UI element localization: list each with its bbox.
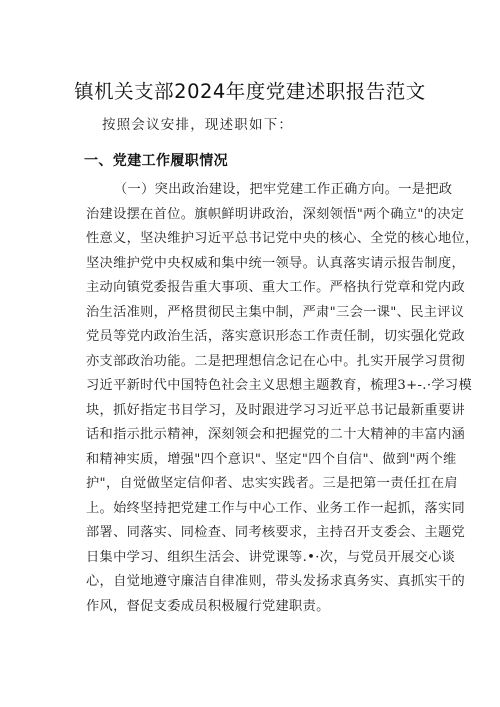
paragraph-line: 作风，督促支委成员积极履行党建职责。 xyxy=(86,598,330,614)
document-title: 镇机关支部2024年度党建述职报告范文 xyxy=(74,80,426,103)
paragraph-line: 性意义，坚决维护习近平总书记党中央的核心、全党的核心地位， xyxy=(86,231,479,246)
paragraph-line: 坚决维护党中央权威和集中统一领导。认真落实请示报告制度， xyxy=(86,255,466,271)
paragraph-line: 治生活准则，严格贯彻民主集中制，严肃"三会一课"、民主评议 xyxy=(86,304,465,320)
body-paragraph xyxy=(86,178,479,619)
paragraph-line: 治建设摆在首位。旗帜鲜明讲政治，深刻领悟"两个确立"的决定 xyxy=(86,206,465,222)
paragraph-line: 亦支部政治功能。二是把理想信念记在心中。扎实开展学习贯彻 xyxy=(86,353,466,369)
paragraph-line: 党员等党内政治生活，落实意识形态工作责任制，切实强化党政 xyxy=(86,329,466,344)
paragraph-line: 主动向镇党委报告重大事项、重大工作。严格执行党章和党内政 xyxy=(86,280,466,295)
paragraph-line: 心，自觉地遵守廉洁自律准则，带头发扬求真务实、真抓实干的 xyxy=(86,574,466,589)
paragraph-line: 习近平新时代中国特色社会主义思想主题教育，梳理3+-.·学习模 xyxy=(86,378,473,393)
intro-sentence: 按照会议安排，现述职如下： xyxy=(102,117,294,133)
section-heading: 一、党建工作履职情况 xyxy=(84,153,228,169)
paragraph-line: 日集中学习、组织生活会、讲党课等.•·次，与党员开展交心谈 xyxy=(86,549,456,565)
paragraph-line: （一）突出政治建设，把牢党建工作正确方向。一是把政 xyxy=(114,182,453,197)
paragraph-line: 部署、同落实、同检查、同考核要求，主持召开支委会、主题党 xyxy=(86,525,466,540)
paragraph-line: 上。始终坚持把党建工作与中心工作、业务工作一起抓，落实同 xyxy=(86,500,466,516)
paragraph-line: 块，抓好指定书目学习，及时跟进学习习近平总书记最新重要讲 xyxy=(86,402,466,418)
paragraph-line: 护"，自觉做坚定信仰者、忠实实践者。三是把第一责任扛在肩 xyxy=(86,476,458,491)
paragraph-line: 话和指示批示精神，深刻领会和把握党的二十大精神的丰富内涵 xyxy=(86,427,466,442)
paragraph-line: 和精神实质，增强"四个意识"、坚定"四个自信"、做到"两个维 xyxy=(86,451,457,467)
